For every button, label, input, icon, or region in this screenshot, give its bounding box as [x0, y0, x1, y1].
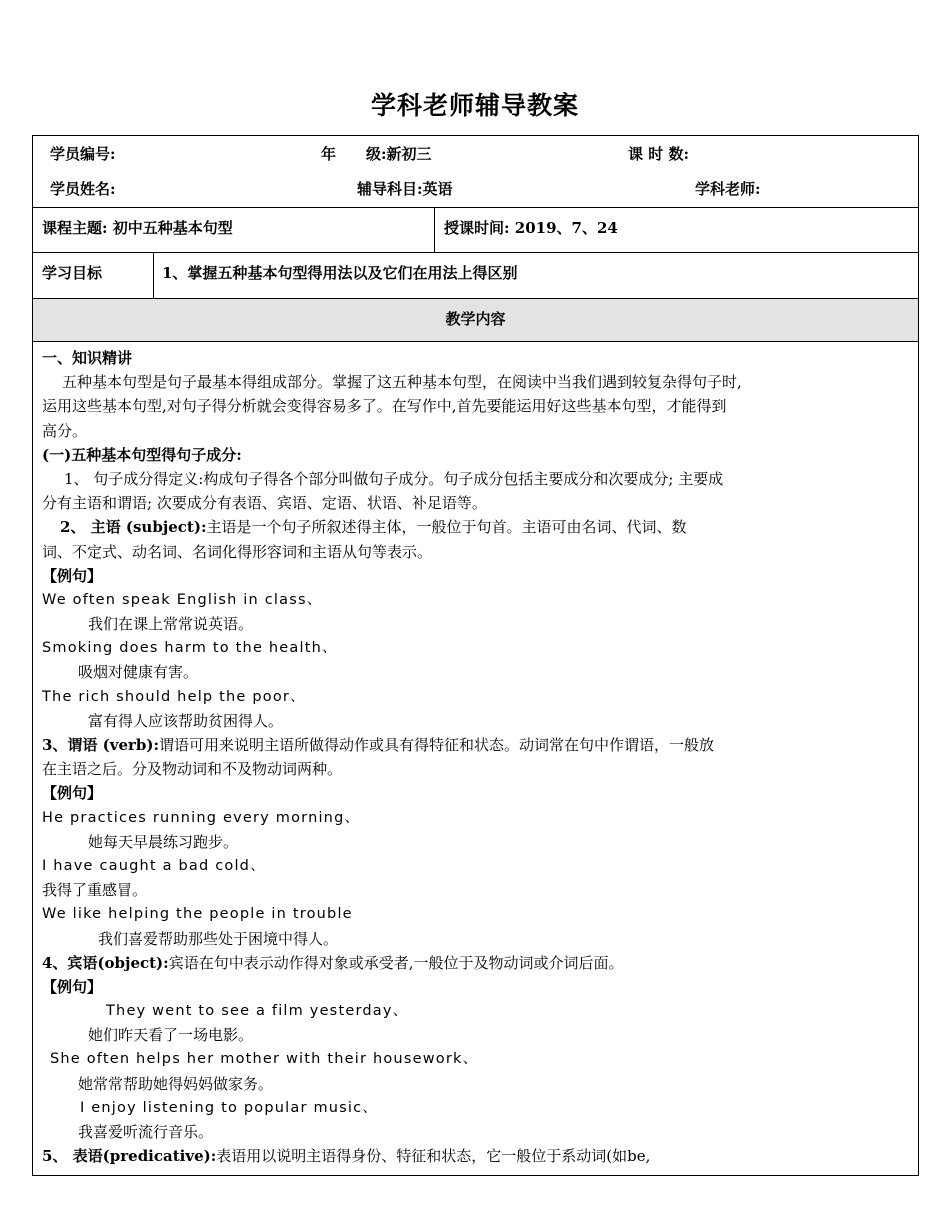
- table-divider: [434, 207, 435, 252]
- course-topic: 课程主题: 初中五种基本句型: [42, 219, 233, 237]
- example-chinese: 我喜爱听流行音乐。: [78, 1123, 214, 1141]
- teacher-label: 学科老师:: [695, 180, 761, 198]
- verb-definition: 谓语可用来说明主语所做得动作或具有得特征和状态。动词常在句中作谓语，一般放: [159, 736, 715, 754]
- section-heading: 一、知识精讲: [42, 349, 133, 367]
- subject-definition: 主语是一个句子所叙述得主体，一般位于句首。主语可由名词、代词、数: [206, 518, 687, 537]
- page-title: 学科老师辅导教案: [370, 91, 579, 120]
- example-chinese: 她每天早晨练习跑步。: [88, 832, 239, 851]
- object-term: 4、宾语(object):: [42, 953, 169, 972]
- example-chinese: 富有得人应该帮助贫困得人。: [88, 711, 284, 730]
- example-english: We like helping the people in trouble: [42, 906, 353, 923]
- paragraph-line: 运用这些基本句型,对句子得分析就会变得容易多了。在写作中,首先要能运用好这些基本句型，才能得到: [42, 397, 727, 416]
- example-label: 【例句】: [42, 977, 103, 996]
- example-chinese: 她们昨天看了一场电影。: [88, 1026, 254, 1045]
- learning-goal-label: 学习目标: [42, 264, 103, 282]
- subsection-heading: (一)五种基本句型得句子成分:: [42, 445, 242, 464]
- table-rule: [33, 252, 918, 253]
- paragraph-line: 1、 句子成分得定义:构成句子得各个部分叫做句子成分。句子成分包括主要成分和次要成分; 主要成: [64, 469, 724, 488]
- lesson-plan-table: [32, 135, 919, 1176]
- example-english: I have caught a bad cold、: [42, 857, 266, 874]
- teaching-content-header: 教学内容: [33, 299, 918, 341]
- teaching-content: [42, 346, 914, 1168]
- class-hours-label: 课 时 数:: [628, 145, 689, 163]
- example-english: Smoking does harm to the health、: [42, 640, 338, 657]
- example-label: 【例句】: [42, 784, 103, 803]
- example-english: The rich should help the poor、: [42, 688, 306, 705]
- table-divider: [153, 252, 154, 298]
- table-rule: [33, 207, 918, 208]
- paragraph-line: [42, 515, 914, 539]
- predicative-definition: 表语用以说明主语得身份、特征和状态，它一般位于系动词(如be,: [216, 1147, 651, 1166]
- example-english: They went to see a film yesterday、: [106, 1003, 409, 1020]
- example-english: We often speak English in class、: [42, 591, 323, 608]
- learning-goal-text: 1、掌握五种基本句型得用法以及它们在用法上得区别: [162, 264, 518, 282]
- subject-term: 2、 主语 (subject):: [60, 518, 207, 537]
- predicative-term: 5、 表语(predicative):: [42, 1147, 217, 1166]
- example-label: 【例句】: [42, 566, 103, 585]
- paragraph-line: 分有主语和谓语; 次要成分有表语、宾语、定语、状语、补足语等。: [42, 494, 487, 513]
- paragraph-line: 词、不定式、动名词、名词化得形容词和主语从句等表示。: [42, 542, 433, 561]
- paragraph-line: 在主语之后。分及物动词和不及物动词两种。: [42, 760, 343, 779]
- student-id-label: 学员编号:: [50, 145, 116, 163]
- example-english: She often helps her mother with their housework、: [50, 1051, 479, 1068]
- paragraph-line: [42, 1144, 914, 1168]
- paragraph-line: [42, 951, 914, 975]
- example-chinese: 她常常帮助她得妈妈做家务。: [78, 1074, 274, 1093]
- object-definition: 宾语在句中表示动作得对象或承受者,一般位于及物动词或介词后面。: [168, 953, 624, 972]
- paragraph-line: 五种基本句型是句子最基本得组成部分。掌握了这五种基本句型，在阅读中当我们遇到较复杂得句子时,: [62, 373, 742, 392]
- example-chinese: 吸烟对健康有害。: [78, 663, 199, 682]
- lesson-time: 授课时间: 2019、7、24: [444, 219, 618, 237]
- example-english: He practices running every morning、: [42, 809, 361, 826]
- grade-label: 年 级:新初三: [321, 145, 432, 163]
- subject-label: 辅导科目:英语: [357, 180, 453, 198]
- table-rule: [33, 341, 918, 342]
- example-english: I enjoy listening to popular music、: [80, 1099, 379, 1116]
- example-chinese: 我们喜爱帮助那些处于困境中得人。: [98, 929, 339, 948]
- example-chinese: 我得了重感冒。: [42, 881, 148, 900]
- paragraph-line: [42, 733, 914, 757]
- paragraph-line: 高分。: [42, 421, 88, 440]
- example-chinese: 我们在课上常常说英语。: [88, 615, 254, 634]
- verb-term: 3、谓语 (verb):: [42, 736, 160, 754]
- student-name-label: 学员姓名:: [50, 180, 116, 198]
